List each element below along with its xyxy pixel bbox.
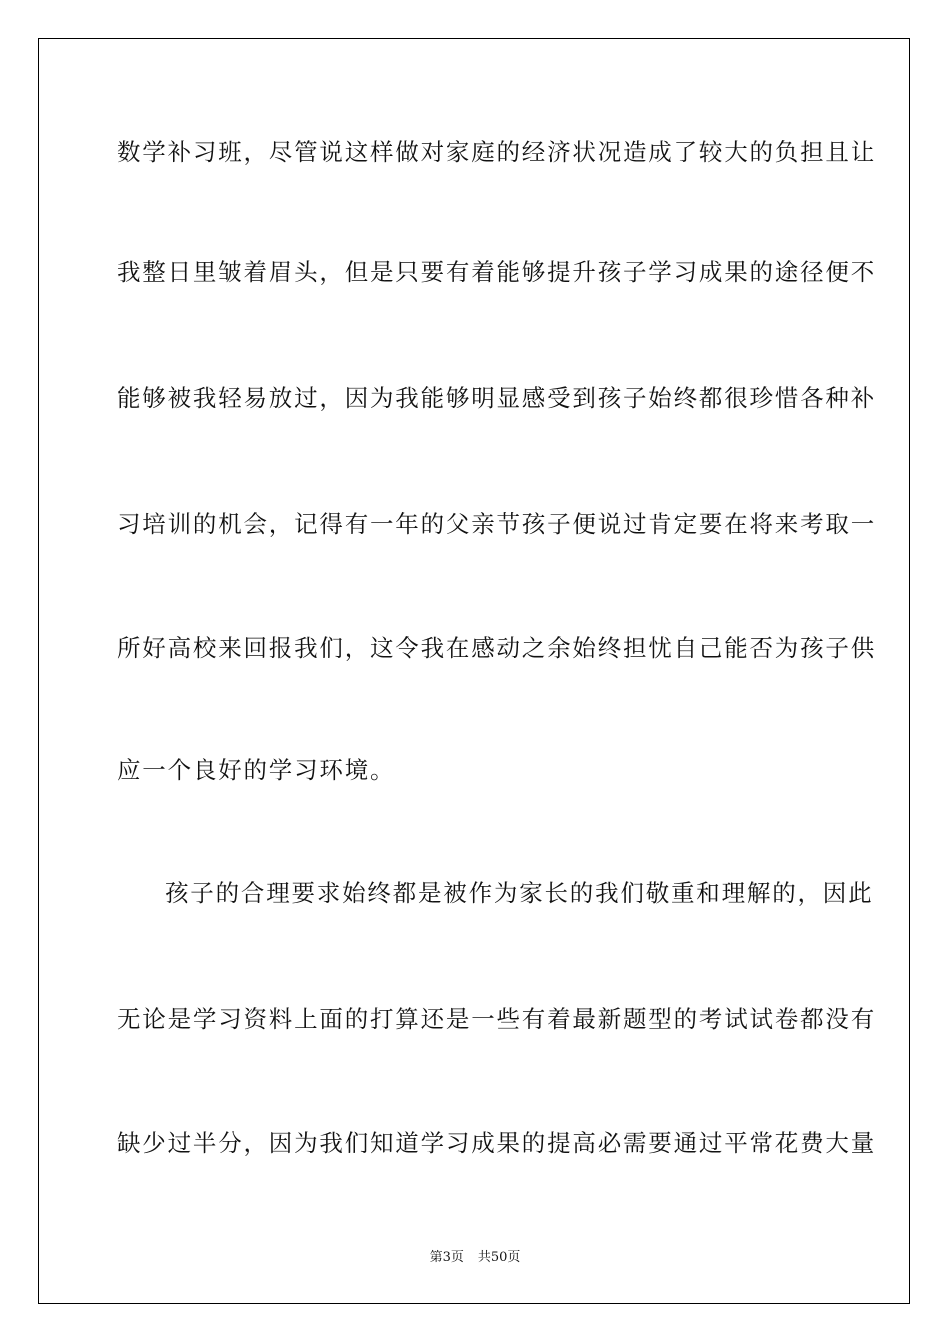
paragraph-line: 数学补习班，尽管说这样做对家庭的经济状况造成了较大的负担且让 (117, 138, 876, 166)
paragraph-line: 我整日里皱着眉头，但是只要有着能够提升孩子学习成果的途径便不 (117, 258, 876, 286)
paragraph-line: 能够被我轻易放过，因为我能够明显感受到孩子始终都很珍惜各种补 (117, 384, 876, 412)
paragraph-line: 应一个良好的学习环境。 (117, 756, 396, 784)
page-border (38, 38, 910, 1304)
total-pages: 共50页 (477, 1250, 521, 1265)
paragraph-line: 习培训的机会，记得有一年的父亲节孩子便说过肯定要在将来考取一 (117, 510, 876, 538)
paragraph-line: 所好高校来回报我们，这令我在感动之余始终担忧自己能否为孩子供 (117, 634, 876, 662)
paragraph-line: 缺少过半分，因为我们知道学习成果的提高必需要通过平常花费大量 (117, 1129, 876, 1157)
paragraph-line: 孩子的合理要求始终都是被作为家长的我们敬重和理解的，因此 (165, 879, 874, 907)
page-number: 第3页 (429, 1250, 464, 1265)
page-footer (0, 1246, 950, 1265)
paragraph-line: 无论是学习资料上面的打算还是一些有着最新题型的考试试卷都没有 (117, 1005, 876, 1033)
